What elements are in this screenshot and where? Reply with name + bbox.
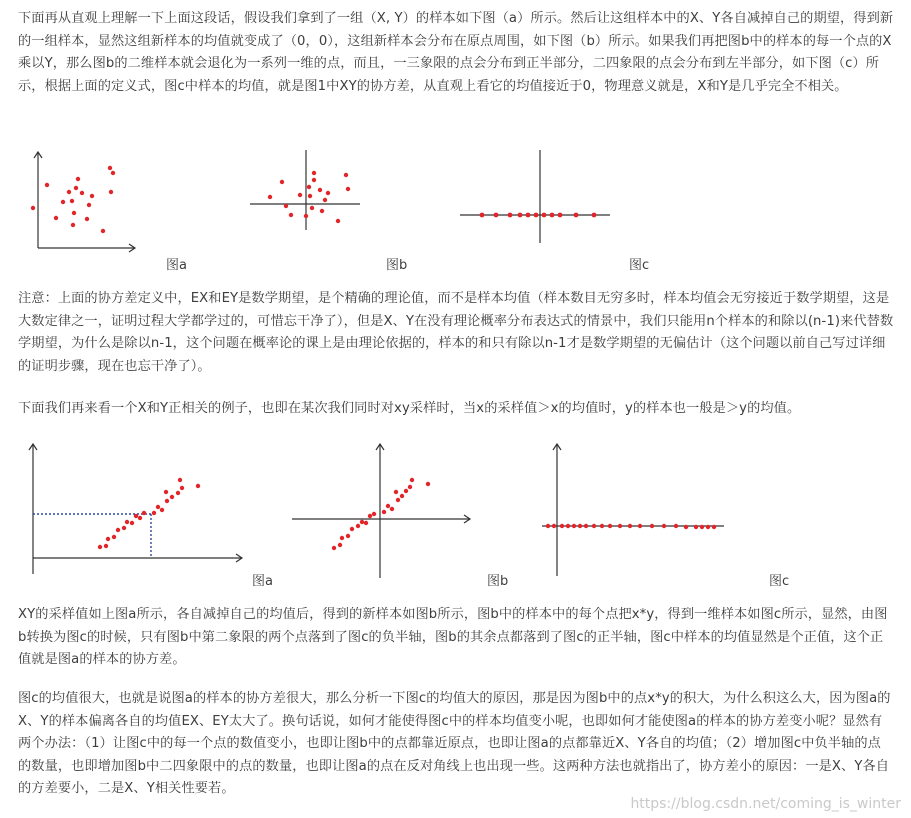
figure-b-centered [250,148,360,262]
paragraph-explanation: XY的采样值如上图a所示，各自减掉自己的均值后，得到的新样本如图b所示，图b中的样本中的每个点把x*y，得到一维样本如图c所示，显然，由图b转换为图c的时候，只有图b中第二象限的两个点落到了图c的负半轴，图b的其余点都落到了图c的正半轴，图c中样本的均值显然是个正值，这个正值就是图a的样本的协方差。 [18,607,888,668]
paragraph-analysis: 图c的均值很大，也就是说图a的样本的协方差很大，那么分析一下图c的均值大的原因，那是因为图b中的点x*y的积大，为什么积这么大，因为图a的X、Y的样本偏离各自的均值EX、EY太大了。换句话说，如何才能使得图c中的样本均值变小呢，也即如何才能使图a的样本的协方差变小呢？显然有两个办法：（1）让图c中的每一个点的数值变小，也即让图b中的点都靠近原点，也即让图a的点都靠近X、Y各自的均值；（2）增加图c中负半轴的点的数量，也即增加图b中二四象限中的点的数量，也即让图a的点在反对角线上也出现一些。这两种方法也就指出了，协方差小的原因：一是X、Y各自的方差要小，二是X、Y相关性要若。 [18,691,891,797]
scatter-plot-a2 [20,440,250,580]
figure-a-uncorrelated [25,148,135,262]
sample-points [31,166,115,233]
caption-fig-a2: 图a [252,574,273,589]
paragraph-note: 注意：上面的协方差定义中，EX和EY是数学期望，是个精确的理论值，而不是样本均值（样本数目无穷多时，样本均值会无穷接近于数学期望，这是大数定律之一，证明过程大学都学过的，可惜忘干净了），但是X、Y在没有理论概率分布表达式的情景中，我们只能用n个样本的和除以(n-1)来代替数学期望，为什么是除以n-1，这个问题在概率论的课上是由理论依据的，样本的和只有除以n-1才是数学期望的无偏估计（这个问题以前自己写过详细的证明步骤，现在也忘干净了）。 [18,291,894,374]
caption-fig-c: 图c [629,258,650,273]
figure-b-correlated-centered [292,440,482,584]
caption-fig-a: 图a [166,258,187,273]
caption-fig-b2: 图b [487,574,509,589]
scatter-plot-b [250,148,360,258]
caption-fig-c2: 图c [769,574,790,589]
paragraph-positive-example: 下面我们再来看一个X和Y正相关的例子，也即在某次我们同时对xy采样时，当x的采样值＞x的均值时，y的样本也一般是＞y的均值。 [18,401,801,416]
sample-points [268,171,350,223]
line-plot-c2 [540,440,740,580]
watermark: https://blog.csdn.net/coming_is_winter [630,796,901,812]
scatter-plot-b2 [292,440,482,580]
figure-c-product [460,148,620,262]
sample-points [332,478,430,550]
figure-a-correlated [20,440,250,584]
paragraph-intro: 下面再从直观上理解一下上面这段话，假设我们拿到了一组（X, Y）的样本如下图（a）所示。然后让这组样本中的X、Y各自减掉自己的期望，得到新的一组样本，显然这组新样本的均值就变成了（0，0），这组新样本会分布在原点周围，如下图（b）所示。如果我们再把图b中的样本的每一个点的X乘以Y，那么图b的二维样本就会退化为一系列一维的点，而且，一三象限的点会分布到正半部分，二四象限的点会分布到左半部分，如下图（c）所示，根据上面的定义式，图c中样本的均值，就是图1中XY的协方差，从直观上看它的均值接近于0，物理意义就是，X和Y是几乎完全不相关。 [18,11,894,94]
line-plot-c [460,148,620,258]
figure-c-correlated-product [540,440,740,584]
scatter-plot-a [25,148,135,258]
caption-fig-b: 图b [386,258,408,273]
